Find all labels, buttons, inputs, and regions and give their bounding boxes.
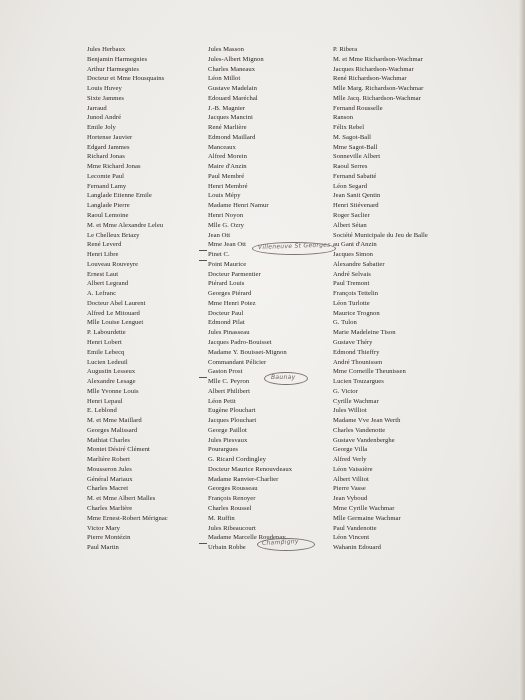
name-entry: au Gant d'Anzin: [333, 241, 377, 249]
name-entry: Fernand Sabatté: [333, 172, 377, 180]
name-entry: Point Maurice: [208, 260, 247, 268]
name-entry: Charles Maneaux: [208, 65, 256, 73]
name-entry: E. Leblond: [87, 407, 117, 415]
name-entry: Jules Williot: [333, 407, 367, 415]
name-entry: Madame Marcelle Roudenay: [208, 534, 286, 542]
handwritten-note-ruffin: Champigny: [261, 538, 299, 547]
name-entry: Sonneville Albert: [333, 153, 381, 161]
name-entry: M. et Mme Richardson-Wachmar: [333, 55, 423, 63]
name-entry: Edmond Thieffry: [333, 348, 380, 356]
name-entry: Louis Huvey: [87, 85, 122, 93]
name-entry: François Tettelin: [333, 290, 379, 298]
name-entry: Léon Segard: [333, 182, 368, 190]
name-entry: Georges Piérard: [208, 290, 252, 298]
name-entry: Georges Rousseau: [208, 485, 258, 493]
name-entry: M. Ruffin: [208, 514, 235, 522]
name-entry: Jean Sanit Qentin: [333, 192, 381, 200]
handwritten-note-prost: Baunay: [271, 374, 296, 381]
name-entry: M. et Mme Maillard: [87, 417, 142, 425]
name-entry: Henri Lepaul: [87, 397, 123, 405]
name-entry: Mlle Yvonne Louis: [87, 387, 139, 395]
name-column-1: [87, 45, 168, 553]
name-entry: Mlle Jacq. Richardson-Wachmar: [333, 94, 421, 102]
name-entry: Docteur Parmentier: [208, 270, 261, 278]
page-edge-shadow: [519, 0, 525, 700]
name-entry: George Paillot: [208, 426, 247, 434]
name-entry: Jules Ribeaucourt: [208, 524, 256, 532]
name-entry: René Richardson-Wachmar: [333, 75, 407, 83]
name-entry: Société Municipale du Jeu de Balle: [333, 231, 428, 239]
name-entry: Pierre Montézin: [87, 534, 131, 542]
name-entry: J.-B. Magnier: [208, 104, 246, 112]
name-entry: Jules Piesvaux: [208, 436, 248, 444]
name-entry: Félix Rebel: [333, 124, 365, 132]
name-entry: Mlle C. Peyron: [208, 378, 250, 386]
name-entry: Léon Turlotte: [333, 299, 370, 307]
name-entry: Gaston Prost: [208, 368, 243, 376]
name-entry: Mlle Germaine Wachmar: [333, 514, 401, 522]
pencil-dash-mark: [199, 260, 207, 261]
name-entry: Henri Lobert: [87, 338, 122, 346]
name-entry: M. Sagot-Ball: [333, 133, 372, 141]
name-entry: Gustave Vandenberghe: [333, 436, 395, 444]
name-entry: Albert Legrand: [87, 280, 129, 288]
name-entry: Alfred Morein: [208, 153, 247, 161]
name-entry: Montet Désiré Clément: [87, 446, 150, 454]
name-entry: Alexandre Sabatier: [333, 260, 385, 268]
name-entry: Edgard Jammes: [87, 143, 130, 151]
name-entry: René Leverd: [87, 241, 122, 249]
name-entry: Cyrille Wachmar: [333, 397, 379, 405]
name-entry: Léon Vincent: [333, 534, 370, 542]
name-entry: P. Ribera: [333, 46, 358, 53]
name-entry: Jules Pinasseau: [208, 329, 250, 337]
name-entry: Jacques Plouchart: [208, 417, 257, 425]
name-entry: Wahanin Edouard: [333, 544, 382, 552]
name-entry: Hortense Jauvier: [87, 133, 133, 141]
name-entry: George Villa: [333, 446, 368, 454]
name-entry: Henri Stiévenard: [333, 202, 379, 210]
name-entry: Urbain Robbe: [208, 544, 246, 552]
name-entry: Madame Vve Jean Werth: [333, 417, 401, 425]
name-entry: Jules Herbaux: [87, 46, 126, 53]
name-entry: Charles Macret: [87, 485, 129, 493]
name-entry: Raoul Lemoine: [87, 212, 129, 220]
name-entry: Madame Y. Bouisset-Mignon: [208, 348, 287, 356]
name-entry: Ranson: [333, 114, 354, 122]
name-entry: Edmond Pilat: [208, 319, 245, 327]
name-entry: Mme Henri Potez: [208, 299, 256, 307]
name-entry: Manceaux: [208, 143, 236, 151]
name-entry: Marlière Robert: [87, 456, 131, 464]
name-entry: Charles Roussel: [208, 504, 252, 512]
name-entry: Docteur Abel Laurent: [87, 299, 146, 307]
name-entry: Madame Henri Namur: [208, 202, 269, 210]
name-entry: Jacques Padro-Bouisset: [208, 338, 272, 346]
name-entry: G. Tulon: [333, 319, 357, 327]
name-entry: Maire d'Anzin: [208, 163, 247, 171]
name-entry: Junod André: [87, 114, 122, 122]
name-column-2: [208, 45, 292, 553]
name-entry: Alfred Verly: [333, 456, 367, 464]
name-entry: Léon Vaissière: [333, 465, 373, 473]
name-entry: André Selvais: [333, 270, 371, 278]
name-entry: Mme Richard Jonas: [87, 163, 141, 171]
name-entry: Emile Lebecq: [87, 348, 125, 356]
name-entry: Henri Membré: [208, 182, 248, 190]
name-entry: Georges Malissard: [87, 426, 138, 434]
name-entry: Docteur Paul: [208, 309, 244, 317]
name-entry: François Renoyer: [208, 495, 256, 503]
name-entry: Benjamin Harmegnies: [87, 55, 148, 63]
name-entry: Jules-Albert Mignon: [208, 55, 264, 63]
name-entry: Mme Corneille Theunissen: [333, 368, 406, 376]
name-entry: Commandant Pélicier: [208, 358, 267, 366]
name-entry: André Thounissen: [333, 358, 383, 366]
name-entry: Richard Jonas: [87, 153, 125, 161]
name-entry: Sixte Jammes: [87, 94, 125, 102]
name-entry: Mme Sagot-Ball: [333, 143, 378, 151]
name-entry: Albert Sétan: [333, 221, 367, 229]
name-entry: Mme Cyrille Wachmar: [333, 504, 395, 512]
name-entry: Emile Joly: [87, 124, 116, 132]
name-entry: Jacques Mancini: [208, 114, 253, 122]
handwritten-note-ott: Villeneuve St Georges: [257, 241, 331, 251]
name-entry: Mathiat Charles: [87, 436, 131, 444]
name-entry: Ernest Laut: [87, 270, 119, 278]
name-entry: Mme Ernest-Robert Mérignac: [87, 514, 168, 522]
name-entry: Maurice Trognon: [333, 309, 380, 317]
name-entry: G. Ricard Cordingley: [208, 456, 266, 464]
name-entry: Mlle G. Ozry: [208, 221, 244, 229]
name-entry: Paul Tremont: [333, 280, 370, 288]
name-entry: Mme Jean Ott: [208, 241, 246, 249]
name-entry: Henri Libre: [87, 251, 119, 259]
name-column-3: [333, 45, 428, 553]
name-entry: P. Labourdette: [87, 329, 126, 337]
name-entry: Paul Vandenotte: [333, 524, 377, 532]
name-entry: Arthur Harmegnies: [87, 65, 139, 73]
name-entry: Langlade Pierre: [87, 202, 130, 210]
name-entry: Louis Mépy: [208, 192, 241, 200]
name-entry: M. et Mme Albert Malles: [87, 495, 156, 503]
name-entry: A. Lefranc: [87, 290, 117, 298]
name-entry: Léon Millot: [208, 75, 241, 83]
name-entry: M. et Mme Alexandre Leleu: [87, 221, 164, 229]
name-entry: Docteur Maurice Renouvdeaux: [208, 465, 293, 473]
name-entry: Edmond Maillard: [208, 133, 256, 141]
name-entry: Mlle Marg. Richardson-Wachmar: [333, 85, 424, 93]
name-entry: Fernand Lamy: [87, 182, 127, 190]
name-entry: Mlle Louise Lenguet: [87, 319, 144, 327]
name-entry: Jacques Richardson-Wachmar: [333, 65, 414, 73]
name-entry: Piérard Louis: [208, 280, 245, 288]
name-entry: G. Victor: [333, 387, 358, 395]
name-entry: Eugène Plouchart: [208, 407, 256, 415]
name-entry: Pourargues: [208, 446, 239, 454]
name-entry: Victor Mary: [87, 524, 120, 532]
name-entry: Langlade Etienne Emile: [87, 192, 152, 200]
name-entry: Madame Ranvier-Charlier: [208, 475, 279, 483]
name-entry: Gustave Madelain: [208, 85, 257, 93]
pencil-dash-mark: [199, 543, 207, 544]
pencil-dash-mark: [199, 377, 207, 378]
name-entry: Albert Philibert: [208, 387, 251, 395]
name-entry: Charles Marlière: [87, 504, 133, 512]
name-entry: Louveau Rouveyre: [87, 260, 139, 268]
name-entry: Alexandre Lesage: [87, 378, 136, 386]
name-entry: Jules Masson: [208, 46, 244, 53]
name-entry: Léon Petit: [208, 397, 236, 405]
name-entry: Lucien Ledeuil: [87, 358, 128, 366]
name-entry: Mousseron Jules: [87, 465, 132, 473]
name-entry: Albert Villiot: [333, 475, 369, 483]
name-entry: Jean Vyboud: [333, 495, 368, 503]
name-entry: Pierre Vasse: [333, 485, 366, 493]
name-entry: Lecomte Paul: [87, 172, 125, 180]
name-entry: Jarraud: [87, 104, 107, 112]
name-entry: Marie Madeleine Tison: [333, 329, 396, 337]
name-entry: Augustin Lesseux: [87, 368, 136, 376]
name-entry: Paul Membré: [208, 172, 245, 180]
name-entry: Gustave Théry: [333, 338, 373, 346]
name-entry: Pinet C.: [208, 251, 230, 259]
name-entry: Alfred Le Mitouard: [87, 309, 140, 317]
name-entry: René Marlière: [208, 124, 247, 132]
name-entry: Lucien Touzargues: [333, 378, 384, 386]
name-entry: Jacques Simon: [333, 251, 374, 259]
name-entry: Docteur et Mme Housquains: [87, 75, 165, 83]
name-entry: Paul Martin: [87, 544, 119, 552]
name-entry: Roger Saclier: [333, 212, 370, 220]
name-entry: Fernand Rousselle: [333, 104, 383, 112]
name-entry: Charles Vandenotte: [333, 426, 386, 434]
name-entry: Edouard Maréchal: [208, 94, 258, 102]
name-entry: Général Mariaux: [87, 475, 133, 483]
pencil-dash-mark: [199, 250, 207, 251]
name-entry: Le Chelleux Briazy: [87, 231, 140, 239]
name-entry: Raoul Serres: [333, 163, 368, 171]
name-entry: Jean Ott: [208, 231, 231, 239]
name-entry: Henri Noyon: [208, 212, 244, 220]
